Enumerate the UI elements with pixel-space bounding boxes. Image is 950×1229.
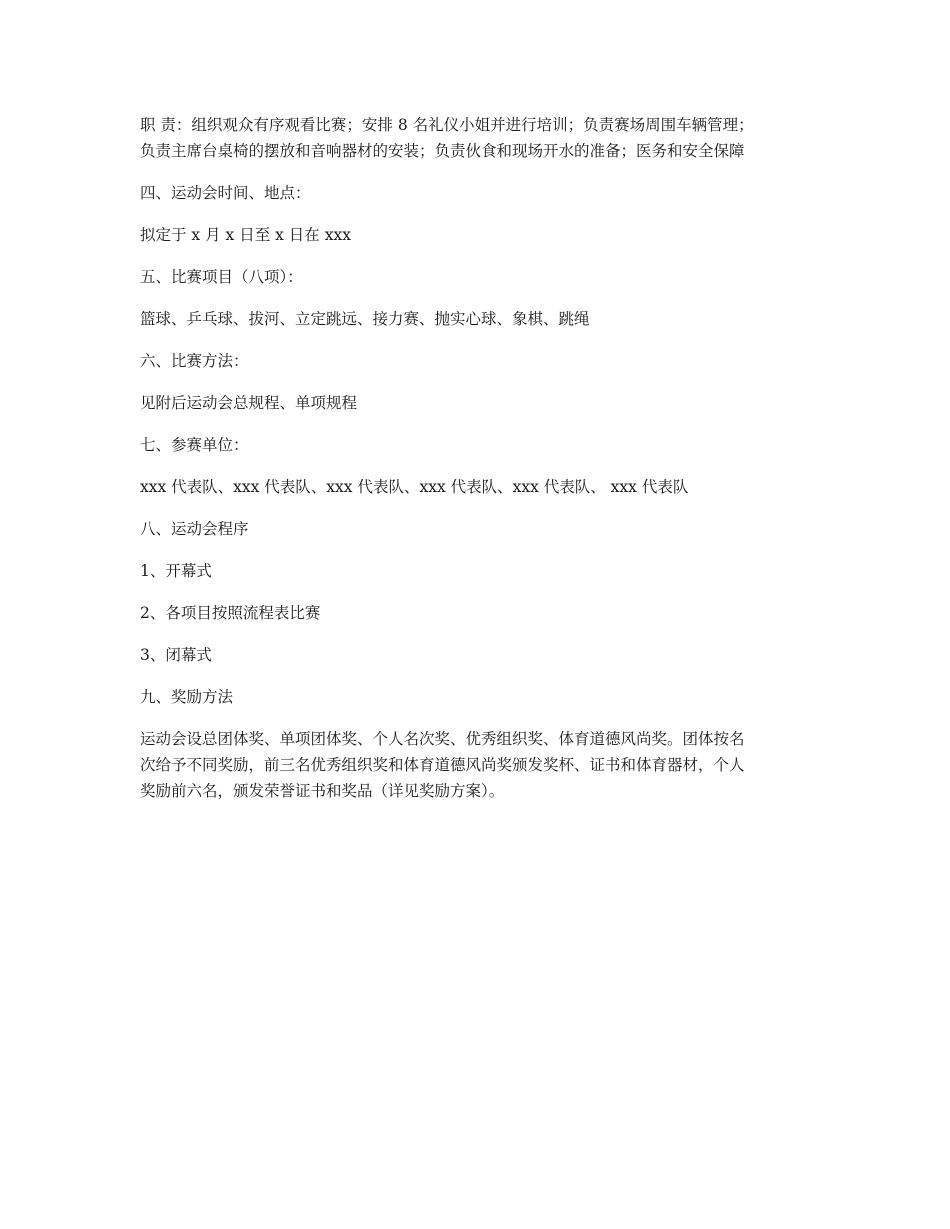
- section-7-heading: 七、参赛单位：: [140, 436, 249, 454]
- awards-paragraph: [140, 726, 820, 804]
- section-4-body: 拟定于 x 月 x 日至 x 日在 xxx: [140, 226, 351, 244]
- section-5-body: 篮球、乒乓球、拔河、立定跳远、接力赛、抛实心球、象棋、跳绳: [140, 310, 590, 328]
- awards-line-3: 奖励前六名，颁发荣誉证书和奖品（详见奖励方案）。: [140, 782, 505, 800]
- section-9-heading: 九、奖励方法: [140, 688, 234, 706]
- program-item-closing: 3、闭幕式: [140, 646, 212, 664]
- section-7-body: xxx 代表队、xxx 代表队、xxx 代表队、xxx 代表队、xxx 代表队、 xxx 代表队: [140, 478, 689, 496]
- section-5-heading: 五、比赛项目（八项）：: [140, 268, 303, 286]
- awards-line-2: 次给予不同奖励，前三名优秀组织奖和体育道德风尚奖颁发奖杯、证书和体育器材，个人: [140, 756, 745, 774]
- section-6-heading: 六、比赛方法：: [140, 352, 249, 370]
- duties-paragraph: [140, 112, 820, 164]
- program-item-competition: 2、各项目按照流程表比赛: [140, 604, 321, 622]
- duties-line-1: 职 责：组织观众有序观看比赛；安排 8 名礼仪小姐并进行培训；负责赛场周围车辆管理；: [140, 116, 754, 134]
- program-item-opening: 1、开幕式: [140, 562, 212, 580]
- document-body: [140, 112, 820, 804]
- section-6-body: 见附后运动会总规程、单项规程: [140, 394, 358, 412]
- awards-line-1: 运动会设总团体奖、单项团体奖、个人名次奖、优秀组织奖、体育道德风尚奖。团体按名: [140, 730, 745, 748]
- section-4-heading: 四、运动会时间、地点：: [140, 184, 311, 202]
- section-8-heading: 八、运动会程序: [140, 520, 249, 538]
- duties-line-2: 负责主席台桌椅的摆放和音响器材的安装；负责伙食和现场开水的准备；医务和安全保障: [140, 142, 745, 160]
